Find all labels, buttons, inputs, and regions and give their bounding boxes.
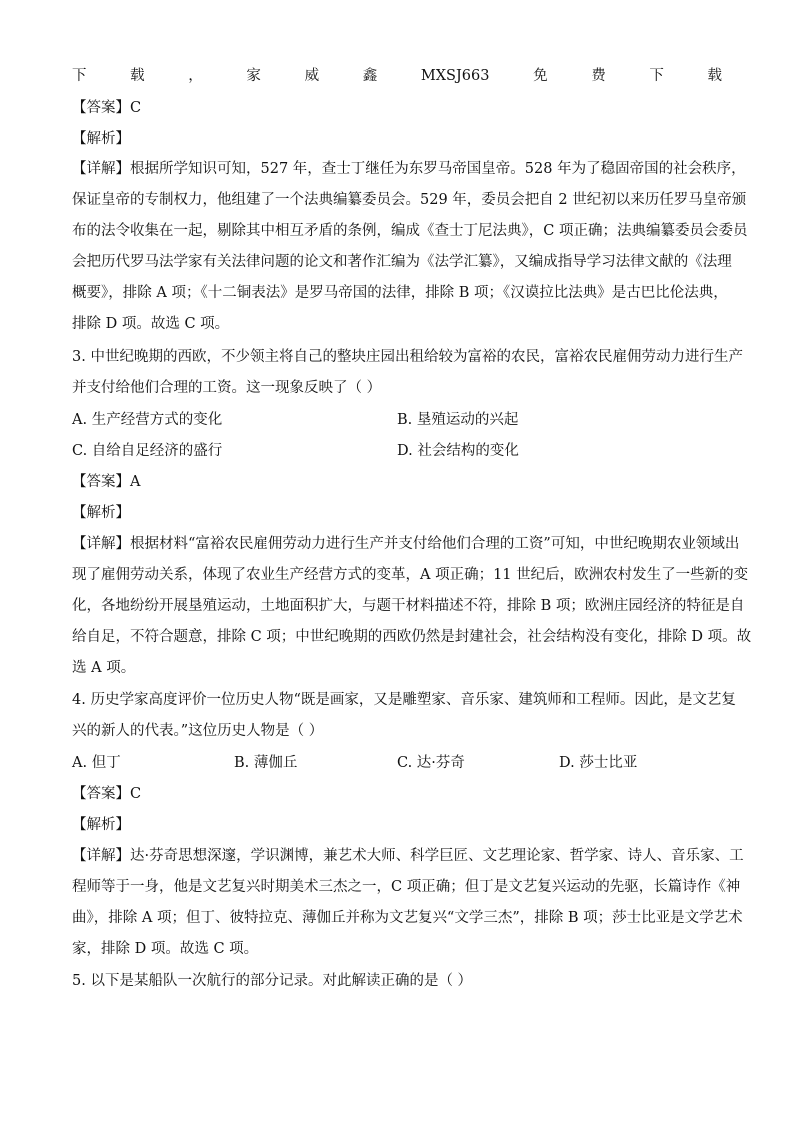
q3-detail-line: 现了雇佣劳动关系，体现了农业生产经营方式的变革，A 项正确；11 世纪后，欧洲农村发生了一些新的变 (72, 567, 749, 583)
header-part: 下 (72, 68, 87, 84)
q3-option-a: A. 生产经营方式的变化 (72, 412, 223, 428)
q4-detail-line: 程师等于一身，他是文艺复兴时期美术三杰之一，C 项正确；但丁是文艺复兴运动的先驱，长篇诗作《神 (72, 879, 741, 895)
q2-detail-line: 会把历代罗马法学家有关法律问题的论文和著作汇编为《法学汇纂》，又编成指导学习法律文献的《法理 (72, 254, 732, 270)
q3-detail-line: 给自足，不符合题意，排除 C 项；中世纪晚期的西欧仍然是封建社会，社会结构没有变化，排除 D 项。故 (72, 629, 752, 645)
q3-option-c: C. 自给自足经济的盛行 (72, 443, 223, 459)
header-part: 载 (130, 68, 145, 84)
q2-detail-line: 概要》，排除 A 项；《十二铜表法》是罗马帝国的法律，排除 B 项；《汉谟拉比法典》是古巴比伦法典， (72, 285, 728, 301)
header-part: 下 (649, 68, 664, 84)
q4-detail-line: 家，排除 D 项。故选 C 项。 (72, 941, 259, 957)
q2-answer: 【答案】C (72, 100, 142, 116)
q2-detail-line: 【详解】根据所学知识可知，527 年，查士丁继任为东罗马帝国皇帝。528 年为了稳固帝国的社会秩序， (72, 161, 746, 177)
q3-analysis-label: 【解析】 (72, 505, 130, 521)
q3-option-b: B. 垦殖运动的兴起 (397, 412, 519, 428)
q3-answer: 【答案】A (72, 474, 141, 490)
q2-detail-line: 排除 D 项。故选 C 项。 (72, 316, 230, 332)
header-part: 费 (591, 68, 606, 84)
q4-stem-line: 兴的新人的代表。”这位历史人物是（ ） (72, 723, 324, 739)
q3-detail-line: 选 A 项。 (72, 660, 136, 676)
q3-stem-line: 3. 中世纪晚期的西欧，不少领主将自己的整块庄园出租给较为富裕的农民，富裕农民雇佣劳动力进行生产 (72, 349, 743, 365)
q4-option-c: C. 达·芬奇 (397, 755, 465, 771)
q4-option-a: A. 但丁 (72, 755, 121, 771)
q4-answer: 【答案】C (72, 786, 142, 802)
q2-detail-line: 保证皇帝的专制权力，他组建了一个法典编纂委员会。529 年，委员会把自 2 世纪初以来历任罗马皇帝颁 (72, 192, 747, 208)
q4-detail-line: 【详解】达·芬奇思想深邃，学识渊博，兼艺术大师、科学巨匠、文艺理论家、哲学家、诗人、音乐家、工 (72, 848, 744, 864)
q4-analysis-label: 【解析】 (72, 817, 130, 833)
header-part: 家 (246, 68, 261, 84)
q2-detail-line: 布的法令收集在一起，剔除其中相互矛盾的条例，编成《查士丁尼法典》，C 项正确；法典编纂委员会委员 (72, 223, 748, 239)
header-watermark-line (72, 66, 722, 86)
header-part: 载 (707, 68, 722, 84)
q4-option-d: D. 莎士比亚 (559, 755, 638, 771)
header-part: 免 (533, 68, 548, 84)
q3-option-d: D. 社会结构的变化 (397, 443, 519, 459)
header-part: ， (188, 68, 203, 84)
header-part: MXSJ663 (420, 68, 490, 84)
q3-detail-line: 化，各地纷纷开展垦殖运动，土地面积扩大，与题干材料描述不符，排除 B 项；欧洲庄园经济的特征是自 (72, 598, 745, 614)
q4-option-b: B. 薄伽丘 (234, 755, 298, 771)
q5-stem-line: 5. 以下是某船队一次航行的部分记录。对此解读正确的是（ ） (72, 973, 473, 989)
header-part: 威 (304, 68, 320, 84)
header-part: 鑫 (362, 68, 378, 84)
q4-stem-line: 4. 历史学家高度评价一位历史人物“既是画家，又是雕塑家、音乐家、建筑师和工程师。因此，是文艺复 (72, 692, 736, 708)
q2-analysis-label: 【解析】 (72, 131, 130, 147)
q3-detail-line: 【详解】根据材料“富裕农民雇佣劳动力进行生产并支付给他们合理的工资”可知，中世纪晚期农业领域出 (72, 536, 740, 552)
q4-detail-line: 曲》，排除 A 项；但丁、彼特拉克、薄伽丘并称为文艺复兴“文学三杰”，排除 B 项；莎士比亚是文学艺术 (72, 910, 743, 926)
q3-stem-line: 并支付给他们合理的工资。这一现象反映了（ ） (72, 380, 382, 396)
